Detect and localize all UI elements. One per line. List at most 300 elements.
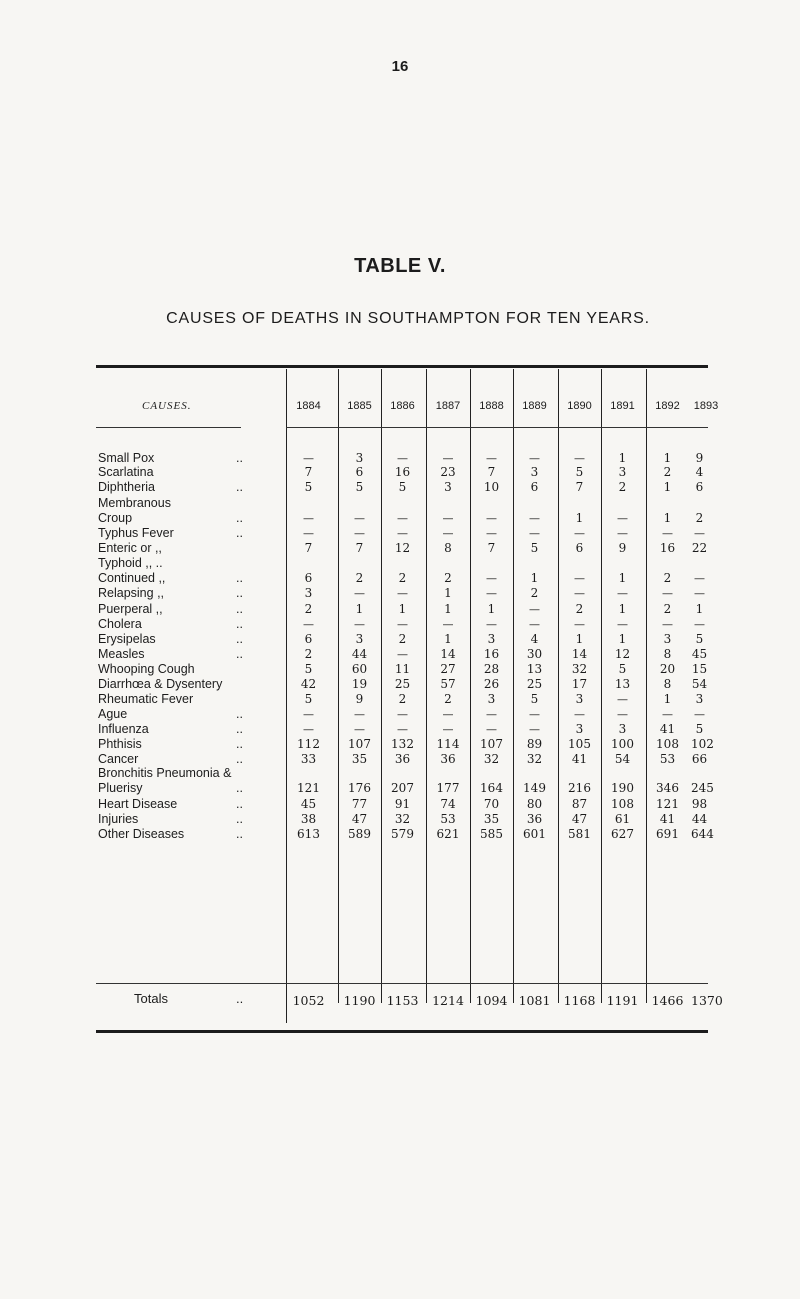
row-label: Puerperal ,,	[98, 602, 163, 616]
table-cell: 36	[526, 812, 543, 826]
table-cell: —	[303, 723, 314, 736]
table-subtitle: CAUSES OF DEATHS IN SOUTHAMPTON FOR TEN YEARS.	[166, 310, 650, 327]
table-cell: 346	[656, 781, 679, 795]
table-cell: 1	[487, 602, 496, 616]
table-cell: —	[354, 708, 365, 721]
year-header: 1892	[655, 400, 680, 412]
deaths-table	[96, 365, 723, 1033]
table-row	[96, 480, 708, 495]
table-bottom-rule	[96, 1030, 708, 1033]
table-cell: 8	[663, 677, 672, 691]
table-cell: 54	[691, 677, 708, 691]
table-cell: 207	[391, 781, 414, 795]
totals-cell: 1191	[606, 993, 639, 1008]
totals-label: Totals	[134, 991, 168, 1006]
table-cell: 3	[444, 480, 452, 494]
row-leader-dots: ..	[236, 451, 243, 465]
table-cell: 13	[614, 677, 631, 691]
table-cell: 66	[691, 752, 708, 766]
table-cell: 26	[483, 677, 500, 691]
table-cell: 1	[663, 692, 672, 706]
page-number: 16	[391, 58, 409, 75]
table-cell: 601	[523, 827, 546, 841]
table-cell: —	[574, 587, 585, 600]
table-cell: 8	[663, 647, 672, 661]
totals-dots: ..	[236, 991, 244, 1006]
table-cell: 3	[355, 451, 364, 465]
table-cell: —	[486, 708, 497, 721]
table-cell: 8	[444, 541, 452, 555]
table-cell: 7	[355, 541, 364, 555]
table-cell: 1	[618, 602, 627, 616]
table-cell: 32	[571, 662, 588, 676]
table-cell: —	[694, 618, 705, 631]
table-cell: 1	[663, 480, 672, 494]
table-cell: 621	[436, 827, 460, 841]
table-cell: 16	[483, 647, 500, 661]
table-cell: —	[397, 648, 408, 661]
table-row	[96, 451, 708, 466]
table-cell: 45	[691, 647, 708, 661]
table-cell: 38	[300, 812, 317, 826]
table-cell: 2	[304, 602, 313, 616]
row-label: Enteric or ,,	[98, 541, 162, 555]
table-title: TABLE V.	[354, 255, 446, 277]
table-cell: —	[486, 512, 497, 525]
year-header: 1893	[693, 400, 719, 412]
year-header: 1885	[347, 400, 372, 412]
table-cell: 47	[351, 812, 368, 826]
table-cell: 74	[440, 797, 456, 811]
table-cell: 3	[618, 465, 627, 479]
row-leader-dots: ..	[236, 617, 243, 631]
table-cell: 91	[394, 797, 411, 811]
table-cell: 691	[656, 827, 679, 841]
table-cell: —	[529, 452, 540, 465]
row-label: Diphtheria	[98, 480, 155, 494]
table-cell: 19	[351, 677, 368, 691]
table-cell: 9	[618, 541, 627, 555]
table-row	[96, 752, 708, 767]
table-cell: 105	[568, 737, 591, 751]
table-cell: 1	[444, 632, 452, 646]
table-cell: —	[694, 708, 705, 721]
table-cell: 5	[355, 480, 364, 494]
row-leader-dots: ..	[236, 602, 243, 616]
table-cell: —	[694, 572, 705, 585]
table-cell: —	[617, 693, 628, 706]
table-cell: 2	[695, 511, 704, 525]
year-header: 1886	[390, 400, 415, 412]
table-cell: 5	[304, 692, 313, 706]
table-cell: 5	[575, 465, 584, 479]
table-cell: —	[574, 452, 585, 465]
year-header: 1884	[296, 400, 321, 412]
table-cell: 57	[440, 677, 456, 691]
table-cell: 89	[526, 737, 543, 751]
table-cell: 36	[440, 752, 456, 766]
table-cell: 3	[618, 722, 627, 736]
table-cell: —	[354, 512, 365, 525]
table-cell: —	[662, 587, 673, 600]
table-cell: 5	[695, 632, 704, 646]
table-cell: 589	[348, 827, 371, 841]
table-cell: —	[442, 527, 454, 540]
row-label-above: Bronchitis Pneumonia &	[98, 766, 232, 780]
table-cell: 6	[355, 465, 364, 479]
row-label: Measles	[98, 647, 145, 661]
table-cell: 5	[530, 692, 539, 706]
table-cell: —	[397, 527, 408, 540]
table-cell: 164	[480, 781, 503, 795]
table-cell: —	[617, 587, 628, 600]
table-cell: 10	[483, 480, 500, 494]
table-cell: 1	[530, 571, 539, 585]
table-cell: 1	[663, 511, 672, 525]
table-cell: —	[303, 527, 314, 540]
table-cell: —	[662, 527, 673, 540]
table-row	[96, 632, 708, 647]
table-cell: 190	[611, 781, 634, 795]
table-cell: 98	[691, 797, 708, 811]
table-cell: 47	[571, 812, 588, 826]
row-leader-dots: ..	[236, 632, 243, 646]
totals-cell: 1168	[563, 993, 596, 1008]
row-label: Diarrhœa & Dysentery	[98, 677, 223, 691]
table-cell: 2	[663, 602, 672, 616]
table-cell: 35	[351, 752, 368, 766]
table-cell: —	[486, 527, 497, 540]
table-cell: —	[303, 708, 314, 721]
table-row	[96, 602, 708, 617]
table-cell: 2	[663, 571, 672, 585]
table-cell: 6	[304, 571, 313, 585]
table-cell: 41	[659, 812, 676, 826]
table-row	[96, 647, 708, 662]
table-row	[96, 766, 714, 796]
table-cell: 644	[691, 827, 714, 841]
table-cell: —	[354, 618, 365, 631]
table-cell: 108	[611, 797, 634, 811]
year-header: 1891	[610, 400, 635, 412]
row-label: Other Diseases	[98, 827, 185, 841]
table-cell: 41	[571, 752, 588, 766]
table-cell: 14	[440, 647, 456, 661]
table-cell: 6	[304, 632, 313, 646]
row-label: Croup	[98, 511, 133, 525]
table-cell: 36	[394, 752, 411, 766]
table-cell: 3	[663, 632, 672, 646]
table-cell: 80	[526, 797, 543, 811]
table-cell: —	[397, 512, 408, 525]
table-cell: 102	[691, 737, 714, 751]
row-label: Injuries	[98, 812, 139, 826]
table-cell: —	[662, 708, 673, 721]
table-cell: —	[397, 587, 408, 600]
table-cell: 2	[444, 571, 452, 585]
table-cell: —	[397, 618, 408, 631]
table-cell: —	[617, 527, 628, 540]
table-cell: 32	[483, 752, 500, 766]
table-cell: 1	[444, 602, 452, 616]
table-cell: —	[617, 512, 628, 525]
table-cell: 7	[487, 541, 496, 555]
table-cell: 5	[530, 541, 539, 555]
table-cell: 54	[614, 752, 631, 766]
row-leader-dots: ..	[236, 511, 243, 525]
row-label: Scarlatina	[98, 465, 154, 479]
row-label: Small Pox	[98, 451, 155, 465]
table-cell: 1	[575, 511, 584, 525]
table-cell: 12	[394, 541, 411, 555]
table-cell: —	[574, 572, 585, 585]
table-row	[96, 812, 708, 827]
row-label: Pluerisy	[98, 781, 143, 795]
table-cell: —	[529, 723, 540, 736]
table-cell: 1	[444, 586, 452, 600]
table-cell: 11	[394, 662, 411, 676]
table-cell: 70	[483, 797, 500, 811]
table-cell: 5	[304, 662, 313, 676]
table-row	[96, 465, 708, 480]
table-cell: 4	[530, 632, 539, 646]
table-cell: —	[486, 618, 497, 631]
table-cell: —	[574, 708, 585, 721]
table-row	[96, 737, 714, 752]
table-cell: —	[486, 572, 497, 585]
table-cell: 2	[398, 571, 407, 585]
row-leader-dots: ..	[236, 752, 243, 766]
table-cell: 6	[695, 480, 704, 494]
table-cell: 1	[398, 602, 407, 616]
row-label: Whooping Cough	[98, 662, 195, 676]
table-cell: 1	[663, 451, 672, 465]
table-cell: —	[486, 723, 497, 736]
table-cell: 28	[483, 662, 500, 676]
table-cell: 25	[394, 677, 411, 691]
table-cell: 5	[618, 662, 627, 676]
table-cell: 25	[526, 677, 543, 691]
table-cell: 6	[575, 541, 584, 555]
totals-cell: 1081	[518, 993, 551, 1008]
row-label: Cancer	[98, 752, 139, 766]
table-cell: —	[694, 587, 705, 600]
row-label: Phthisis	[98, 737, 142, 751]
table-cell: —	[397, 708, 408, 721]
table-cell: 3	[695, 692, 704, 706]
year-header: 1890	[567, 400, 592, 412]
table-cell: 14	[571, 647, 588, 661]
year-header: 1888	[479, 400, 504, 412]
table-cell: 216	[568, 781, 591, 795]
table-cell: —	[529, 618, 540, 631]
table-row	[96, 797, 708, 812]
table-cell: 613	[297, 827, 320, 841]
row-label: Continued ,,	[98, 571, 166, 585]
table-cell: 33	[300, 752, 317, 766]
table-row	[96, 541, 708, 556]
header-rule	[96, 427, 241, 428]
row-leader-dots: ..	[236, 571, 243, 585]
table-row	[96, 526, 708, 541]
table-cell: 121	[656, 797, 679, 811]
table-cell: 3	[575, 692, 584, 706]
header-rule	[286, 427, 708, 428]
table-cell: 579	[391, 827, 414, 841]
table-cell: 45	[300, 797, 317, 811]
table-cell: 176	[348, 781, 371, 795]
causes-header: CAUSES.	[142, 400, 192, 412]
table-cell: 1	[695, 602, 704, 616]
table-cell: 42	[300, 677, 317, 691]
table-cell: —	[442, 708, 454, 721]
table-cell: 3	[575, 722, 584, 736]
table-cell: 20	[659, 662, 676, 676]
totals-cell: 1466	[651, 993, 684, 1008]
table-cell: 53	[659, 752, 676, 766]
totals-cell: 1153	[386, 993, 419, 1008]
table-cell: 44	[691, 812, 708, 826]
table-cell: —	[354, 723, 365, 736]
table-cell: 2	[618, 480, 627, 494]
table-cell: 2	[398, 692, 407, 706]
row-leader-dots: ..	[236, 797, 243, 811]
table-cell: —	[303, 618, 314, 631]
table-cell: 87	[571, 797, 588, 811]
row-leader-dots: ..	[236, 480, 243, 494]
table-cell: 627	[611, 827, 634, 841]
table-cell: 121	[297, 781, 320, 795]
year-header: 1887	[435, 400, 461, 412]
table-cell: 2	[575, 602, 584, 616]
table-cell: 2	[530, 586, 539, 600]
table-cell: 12	[614, 647, 631, 661]
table-cell: 7	[487, 465, 496, 479]
table-row	[96, 662, 708, 677]
table-row	[96, 722, 708, 737]
table-cell: —	[442, 452, 454, 465]
table-cell: 107	[348, 737, 371, 751]
totals-cell: 1052	[292, 993, 325, 1008]
table-cell: 2	[444, 692, 452, 706]
table-cell: —	[303, 512, 314, 525]
row-label: Relapsing ,,	[98, 586, 165, 600]
table-cell: 5	[398, 480, 407, 494]
table-cell: —	[574, 618, 585, 631]
row-label-above: Membranous	[98, 496, 171, 510]
table-cell: 245	[691, 781, 714, 795]
table-row	[96, 707, 708, 722]
table-cell: 107	[480, 737, 503, 751]
table-row	[96, 617, 708, 632]
table-cell: —	[617, 618, 628, 631]
table-cell: —	[529, 603, 540, 616]
row-leader-dots: ..	[236, 707, 243, 721]
table-row	[96, 827, 714, 842]
table-cell: 1	[575, 632, 584, 646]
table-cell: 60	[351, 662, 368, 676]
table-cell: 2	[304, 647, 313, 661]
table-cell: 9	[695, 451, 704, 465]
table-cell: 114	[436, 737, 460, 751]
table-cell: —	[397, 452, 408, 465]
table-cell: 3	[304, 586, 313, 600]
row-label-above: Typhoid ,, ..	[98, 556, 163, 570]
table-cell: 16	[394, 465, 411, 479]
table-cell: 61	[614, 812, 631, 826]
table-cell: 7	[304, 465, 313, 479]
table-cell: 1	[618, 632, 627, 646]
table-row	[96, 677, 708, 692]
row-leader-dots: ..	[236, 737, 243, 751]
table-cell: 585	[480, 827, 503, 841]
row-leader-dots: ..	[236, 722, 243, 736]
table-cell: 7	[575, 480, 584, 494]
table-top-rule	[96, 365, 708, 368]
row-leader-dots: ..	[236, 781, 243, 795]
table-cell: 1	[355, 602, 364, 616]
table-cell: 132	[391, 737, 414, 751]
table-cell: 2	[398, 632, 407, 646]
row-leader-dots: ..	[236, 526, 243, 540]
table-cell: 3	[530, 465, 539, 479]
row-label: Ague	[98, 707, 128, 721]
table-cell: 32	[526, 752, 543, 766]
table-cell: 53	[440, 812, 456, 826]
table-cell: 22	[691, 541, 708, 555]
table-cell: 2	[355, 571, 364, 585]
table-cell: 2	[663, 465, 672, 479]
table-cell: 9	[355, 692, 364, 706]
table-cell: —	[442, 723, 454, 736]
table-cell: —	[662, 618, 673, 631]
table-cell: —	[354, 527, 365, 540]
table-cell: 27	[440, 662, 456, 676]
table-cell: 177	[436, 781, 460, 795]
totals-cell: 1190	[343, 993, 376, 1008]
table-cell: 581	[568, 827, 591, 841]
table-cell: 3	[487, 632, 496, 646]
totals-cell: 1370	[691, 993, 723, 1008]
row-label: Typhus Fever	[98, 526, 174, 540]
row-label: Rheumatic Fever	[98, 692, 194, 706]
table-cell: 5	[304, 480, 313, 494]
table-row	[96, 692, 708, 707]
totals-cell: 1214	[432, 993, 464, 1008]
table-cell: 77	[351, 797, 368, 811]
row-leader-dots: ..	[236, 827, 243, 841]
table-row	[96, 586, 708, 601]
table-cell: 1	[618, 571, 627, 585]
table-cell: —	[617, 708, 628, 721]
table-cell: —	[529, 708, 540, 721]
table-cell: 17	[571, 677, 588, 691]
table-cell: —	[397, 723, 408, 736]
table-cell: 13	[526, 662, 543, 676]
table-cell: —	[529, 527, 540, 540]
row-label: Influenza	[98, 722, 149, 736]
table-cell: 23	[440, 465, 456, 479]
table-row	[96, 556, 708, 586]
totals-cell: 1094	[475, 993, 508, 1008]
table-cell: 7	[304, 541, 313, 555]
table-cell: 108	[656, 737, 679, 751]
row-leader-dots: ..	[236, 647, 243, 661]
table-cell: 35	[483, 812, 500, 826]
table-cell: —	[442, 512, 454, 525]
row-label: Erysipelas	[98, 632, 156, 646]
table-cell: 149	[523, 781, 546, 795]
